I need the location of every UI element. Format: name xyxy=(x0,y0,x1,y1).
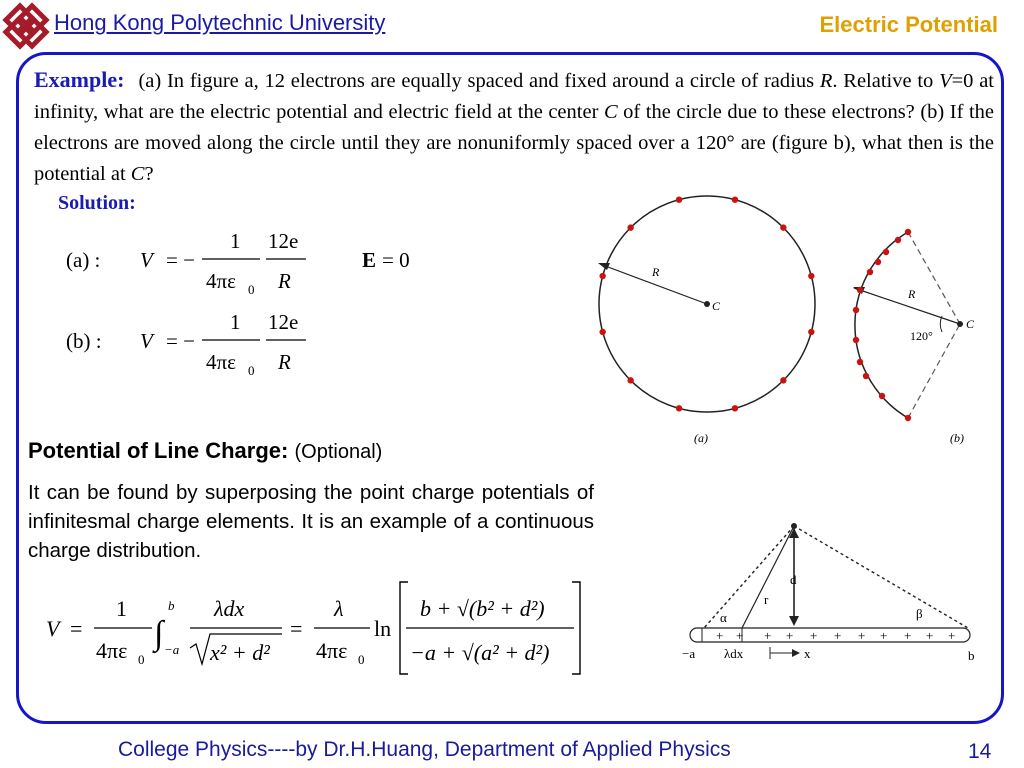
example-label: Example: xyxy=(34,67,125,92)
example-text-5: ? xyxy=(144,163,154,185)
electrons-b xyxy=(853,229,911,421)
lcf-int-upper: b xyxy=(168,598,175,613)
electron xyxy=(857,287,863,293)
eq-b-num1: 1 xyxy=(230,310,241,334)
lf-x: x xyxy=(804,646,811,661)
example-var-C: C xyxy=(603,101,618,123)
center-point-b xyxy=(957,321,963,327)
example-var-V: V xyxy=(939,70,952,92)
footer-credit: College Physics----by Dr.H.Huang, Department of Applied Physics xyxy=(118,738,731,761)
electron-circle-figures xyxy=(590,190,990,452)
lcf-ln-num: b + √(b² + d²) xyxy=(420,596,545,621)
fig-a-caption: (a) xyxy=(694,431,708,445)
electron xyxy=(732,196,738,202)
electron xyxy=(857,359,863,365)
lf-d: d xyxy=(790,572,797,587)
lf-b: b xyxy=(968,648,975,663)
eq-a-V: V xyxy=(140,248,153,272)
plus-sign: + xyxy=(810,628,818,643)
eq-b-case: (b) : xyxy=(66,329,102,353)
lf-minus-a: −a xyxy=(682,646,696,661)
eq-a-den1: 4πε xyxy=(206,269,236,293)
lf-r: r xyxy=(764,592,769,607)
eq-b-sub0: 0 xyxy=(248,363,255,378)
line-charge-title: Potential of Line Charge: xyxy=(28,438,289,463)
electron xyxy=(780,224,786,230)
example-text-3: =0 at infinity, what are the electric potential and electric field at the center xyxy=(34,70,994,123)
electron xyxy=(780,377,786,383)
page-number: 14 xyxy=(968,740,992,763)
line-charge-body: It can be found by superposing the point charge potentials of infinitesmal charge elements. It is an example of a continuous charge distribution. xyxy=(28,481,594,562)
plus-sign: + xyxy=(736,628,744,643)
electron xyxy=(905,415,911,421)
electron xyxy=(808,329,814,335)
eq-b-V: V xyxy=(140,329,153,353)
eq-b-equals: = − xyxy=(166,329,195,353)
fig-a-R-label: R xyxy=(652,265,660,279)
integral-sign: ∫ xyxy=(154,615,164,652)
plus-sign: + xyxy=(716,628,724,643)
line-charge-formula xyxy=(40,576,600,680)
electron xyxy=(676,196,682,202)
line-charge-optional: (Optional) xyxy=(294,441,383,463)
arc-b xyxy=(855,232,908,418)
fig-b-C-label: C xyxy=(966,317,975,331)
lf-beta: β xyxy=(916,606,923,621)
electron xyxy=(883,249,889,255)
electron xyxy=(879,393,885,399)
university-link[interactable]: Hong Kong Polytechnic University xyxy=(54,10,386,35)
eq-b-num2: 12e xyxy=(268,310,299,334)
lcf-lambda: λ xyxy=(334,596,344,621)
fig-b-R-label: R xyxy=(908,287,916,301)
eq-a-den2: R xyxy=(278,269,291,293)
plus-sign: + xyxy=(904,628,912,643)
eq-a-num2: 12e xyxy=(268,229,299,253)
point-P xyxy=(791,523,797,529)
example-paragraph xyxy=(34,64,994,190)
electron xyxy=(875,259,881,265)
electron xyxy=(732,405,738,411)
lcf-V: V xyxy=(46,616,60,641)
fig-a-C-label: C xyxy=(712,299,721,313)
lcf-one: 1 xyxy=(116,596,127,621)
lcf-int-num: λdx xyxy=(214,596,245,621)
example-text-4: of the circle due to these electrons? (b) If the electrons are moved along the circle until they are nonuniformly spaced over a 120° are (figure b), what then is the potential at xyxy=(34,101,994,185)
plus-sign: + xyxy=(948,628,956,643)
example-text-1: (a) In figure a, 12 electrons are equally spaced and fixed around a circle of radius xyxy=(138,70,820,92)
lcf-sub0: 0 xyxy=(138,652,145,667)
eq-a-sub0: 0 xyxy=(248,282,255,297)
plus-sign: + xyxy=(834,628,842,643)
plus-sign: + xyxy=(880,628,888,643)
electron xyxy=(853,337,859,343)
fig-b-caption: (b) xyxy=(950,431,964,445)
electron xyxy=(599,273,605,279)
eq-a-case: (a) : xyxy=(66,248,101,272)
plus-signs xyxy=(716,628,955,643)
center-point-a xyxy=(704,301,710,307)
eq-b-den2: R xyxy=(278,350,291,374)
eq-field-rest: = 0 xyxy=(382,248,410,272)
slide-topic-title: Electric Potential xyxy=(819,12,998,37)
plus-sign: + xyxy=(858,628,866,643)
example-var-R: R xyxy=(819,70,833,92)
plus-sign: + xyxy=(926,628,934,643)
lcf-eq1: = xyxy=(70,616,83,641)
electron xyxy=(676,405,682,411)
line-charge-figure xyxy=(680,520,1000,666)
plus-sign: + xyxy=(764,628,772,643)
solution-equations xyxy=(60,220,480,380)
lcf-den2: 4πε xyxy=(316,638,348,663)
polyu-logo xyxy=(0,0,52,52)
lcf-sub0b: 0 xyxy=(358,652,365,667)
electron xyxy=(863,373,869,379)
eq-b-den1: 4πε xyxy=(206,350,236,374)
electron xyxy=(808,273,814,279)
electron xyxy=(867,269,873,275)
example-text-2: . Relative to xyxy=(832,70,940,92)
lcf-ln-den: −a + √(a² + d²) xyxy=(410,640,550,665)
example-var-C2: C xyxy=(130,163,145,185)
solution-label: Solution: xyxy=(58,192,136,214)
fig-b-angle-label: 120° xyxy=(910,329,933,343)
lcf-ln: ln xyxy=(374,616,392,641)
electron xyxy=(627,224,633,230)
electron xyxy=(905,229,911,235)
lcf-den: 4πε xyxy=(96,638,128,663)
plus-sign: + xyxy=(786,628,794,643)
lcf-int-den: x² + d² xyxy=(210,640,270,665)
lf-ldx: λdx xyxy=(724,646,744,661)
electron xyxy=(895,237,901,243)
eq-a-num1: 1 xyxy=(230,229,241,253)
lf-alpha: α xyxy=(720,610,727,625)
lcf-eq2: = xyxy=(290,616,303,641)
eq-field-E: E xyxy=(362,248,377,272)
eq-a-equals: = − xyxy=(166,248,195,272)
line-charge-heading xyxy=(28,438,382,464)
lcf-int-lower: −a xyxy=(164,642,180,657)
electron xyxy=(853,307,859,313)
electron xyxy=(599,329,605,335)
electron xyxy=(627,377,633,383)
